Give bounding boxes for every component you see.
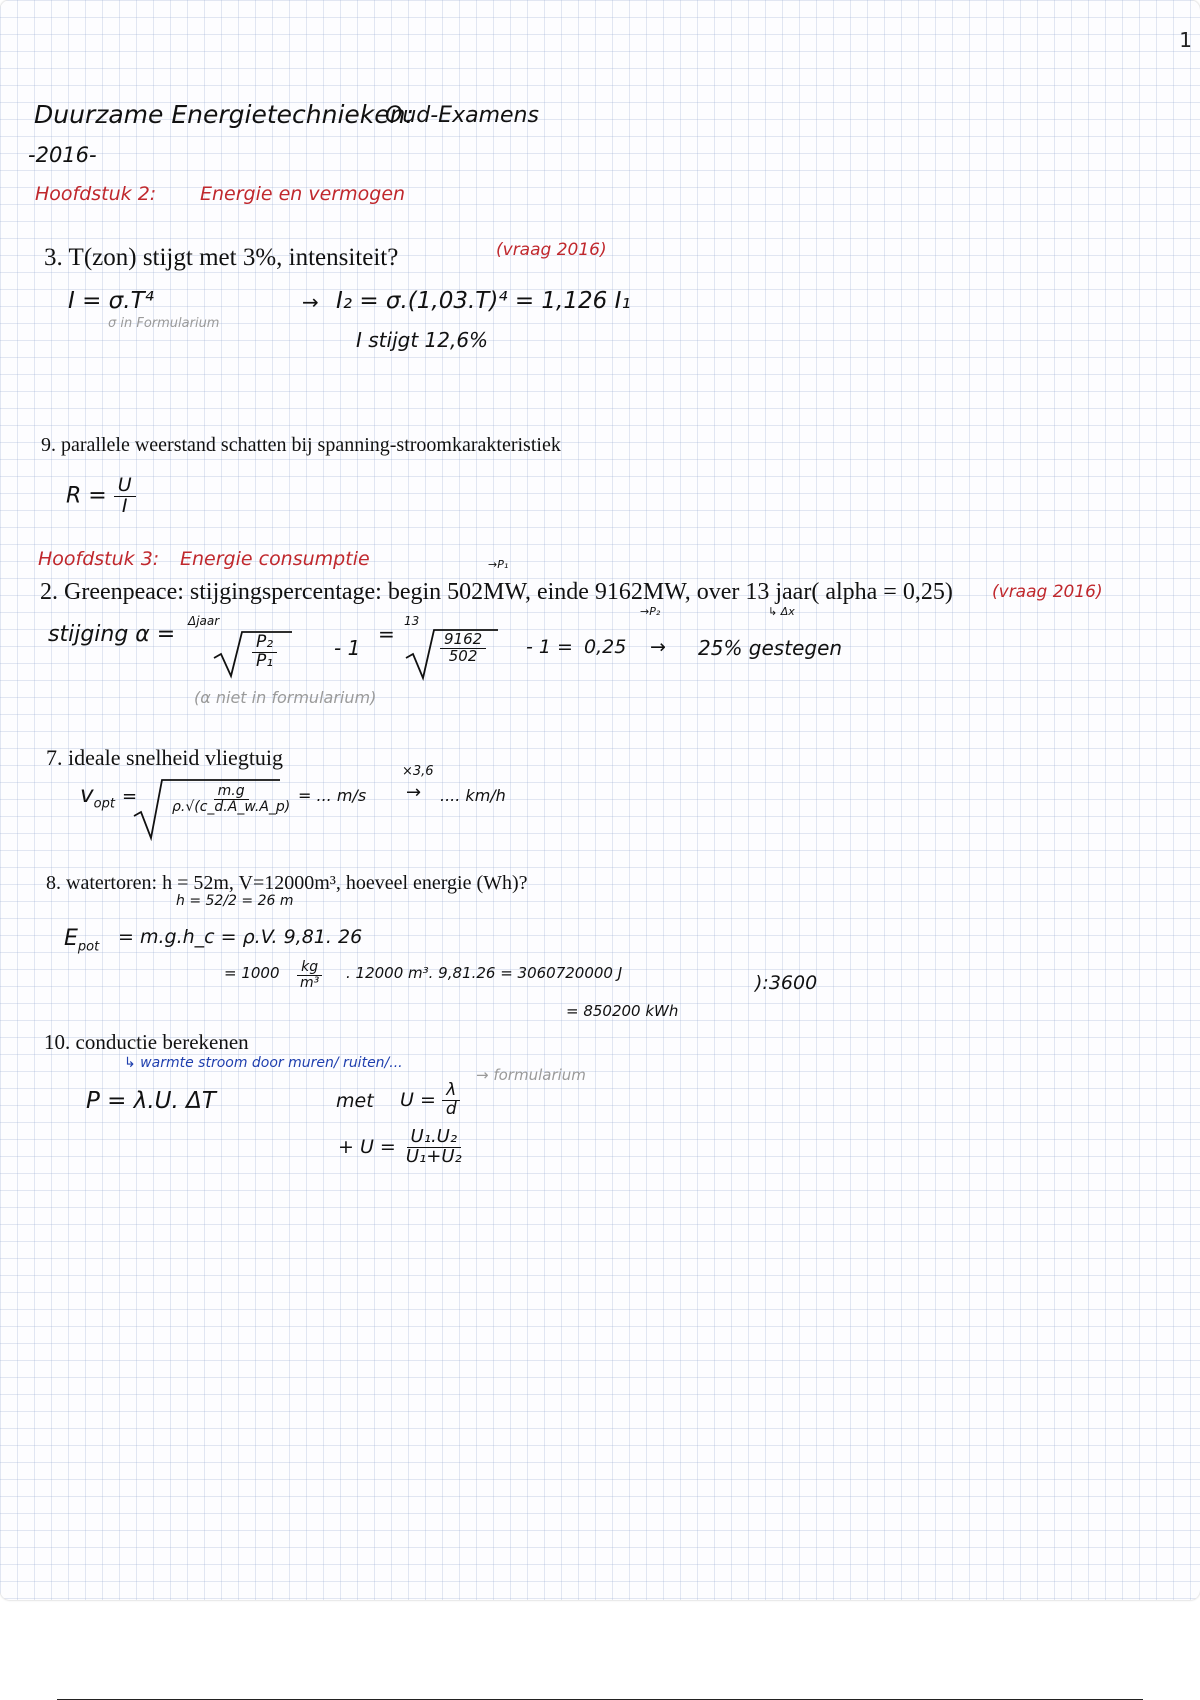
chapter3-heading: Hoofdstuk 3: <box>38 548 160 570</box>
q7-conv: ×3,6 <box>402 764 434 779</box>
q9-fraction <box>114 476 136 517</box>
q8-line1-label <box>64 926 99 954</box>
q3-formula-note: σ in Formularium <box>108 316 220 331</box>
q2-root-index1: Δjaar <box>188 614 220 628</box>
q10-formula: P = λ.U. ΔT <box>86 1088 216 1114</box>
q10-note: ↳ warmte stroom door muren/ ruiten/... <box>124 1055 403 1071</box>
q8-unit-frac <box>296 960 323 990</box>
q2-frac1-den: P₁ <box>256 650 274 671</box>
chapter2-heading-rest: Energie en vermogen <box>200 183 406 205</box>
q10-u2-num: U₁.U₂ <box>407 1128 462 1148</box>
q2-question: 2. Greenpeace: stijgingspercentage: begin 502MW, einde 9162MW, over 13 jaar( alpha = 0,25) <box>40 579 953 605</box>
q2-note: (vraag 2016) <box>992 582 1103 602</box>
q8-h-note: h = 52/2 = 26 m <box>176 893 294 909</box>
q8-brace-note: ):3600 <box>755 972 818 994</box>
q2-eq: = <box>378 622 395 646</box>
q2-frac2-num: 9162 <box>440 632 486 649</box>
q8-e: E <box>64 926 78 951</box>
q2-minus1: - 1 <box>334 636 361 660</box>
q10-question: 10. conductie berekenen <box>44 1030 249 1054</box>
q7-frac-num: m.g <box>214 784 249 800</box>
q2-over-p1: →P₁ <box>488 558 509 571</box>
q3-formula-rhs: I₂ = σ.(1,03.T)⁴ = 1,126 I₁ <box>336 288 631 314</box>
q9-frac-den: I <box>121 494 128 517</box>
q2-frac2-den: 502 <box>448 646 478 665</box>
q8-line1: = m.g.h_c = ρ.V. 9,81. 26 <box>118 926 363 948</box>
q10-u2-def <box>338 1128 466 1167</box>
q8-line2b: . 12000 m³. 9,81.26 = 3060720000 J <box>346 964 623 982</box>
q7-result1: = ... m/s <box>298 786 367 805</box>
q7-question: 7. ideale snelheid vliegtuig <box>46 745 284 770</box>
q10-u-def <box>400 1082 461 1119</box>
q2-result: 25% gestegen <box>698 636 843 660</box>
q8-line3: = 850200 kWh <box>566 1002 679 1020</box>
q10-u-num: λ <box>442 1082 460 1101</box>
q8-question: 8. watertoren: h = 52m, V=12000m³, hoeveel energie (Wh)? <box>46 872 528 894</box>
page-number: 1 <box>1179 28 1192 52</box>
q9-question: 9. parallele weerstand schatten bij spanning-stroomkarakteristiek <box>41 434 561 456</box>
chapter3-heading-rest: Energie consumptie <box>180 548 370 570</box>
q9-formula <box>66 476 136 517</box>
q2-value: 0,25 <box>584 636 627 658</box>
q2-minus2: - 1 = <box>526 636 573 658</box>
q10-u-label: U = <box>400 1088 436 1111</box>
q7-label-main: v <box>80 782 94 808</box>
q3-arrow: → <box>302 290 319 314</box>
q8-e-sub: pot <box>77 939 100 955</box>
q2-over-dx: ↳ Δx <box>768 605 795 618</box>
q7-result2: .... km/h <box>440 786 506 805</box>
chapter2-heading: Hoofdstuk 2: <box>35 183 157 205</box>
q7-label <box>80 782 115 812</box>
q7-frac <box>168 784 294 814</box>
q10-u2-frac <box>402 1128 466 1167</box>
q3-result: I stijgt 12,6% <box>356 328 489 352</box>
q8-line2-unit <box>296 960 323 990</box>
q10-met: met <box>336 1090 374 1112</box>
document-year: -2016- <box>28 143 97 167</box>
q10-u-den: d <box>445 1098 457 1119</box>
q10-note2: → formularium <box>476 1066 586 1084</box>
q2-fraction2 <box>440 632 486 665</box>
q2-label: stijging α = <box>48 622 176 647</box>
q2-root-index2: 13 <box>404 614 420 628</box>
q2-frac2 <box>440 632 486 665</box>
q3-note: (vraag 2016) <box>496 240 607 260</box>
q9-formula-lhs: R = <box>66 483 107 509</box>
q8-unit-den: m³ <box>300 974 320 991</box>
q10-u2-den: U₁+U₂ <box>405 1145 462 1167</box>
q7-fraction <box>168 784 294 814</box>
q8-line2a: = 1000 <box>224 964 280 982</box>
q9-frac-num: U <box>114 476 136 497</box>
q2-over-p2: →P₂ <box>640 605 661 618</box>
q2-fraction1 <box>252 634 277 671</box>
q7-label-sub: opt <box>93 796 115 812</box>
q2-frac1 <box>252 634 277 671</box>
q2-frac1-num: P₂ <box>252 634 277 653</box>
q2-formula-note: (α niet in formularium) <box>194 688 377 707</box>
q7-eq: = <box>122 786 138 807</box>
q10-u-frac <box>442 1082 461 1119</box>
q2-arrow: → <box>650 636 666 658</box>
q7-arrow: → <box>406 782 422 803</box>
q7-frac-den: ρ.√(c_d.A_w.A_p) <box>172 798 291 815</box>
q10-u2-label: + U = <box>338 1135 396 1158</box>
q3-question: 3. T(zon) stijgt met 3%, intensiteit? <box>44 244 399 271</box>
q3-formula-lhs: I = σ.T⁴ <box>68 288 154 314</box>
q8-unit-num: kg <box>297 960 322 976</box>
document-subtitle: Oud-Examens <box>385 103 539 128</box>
document-title: Duurzame Energietechnieken: <box>34 100 414 129</box>
